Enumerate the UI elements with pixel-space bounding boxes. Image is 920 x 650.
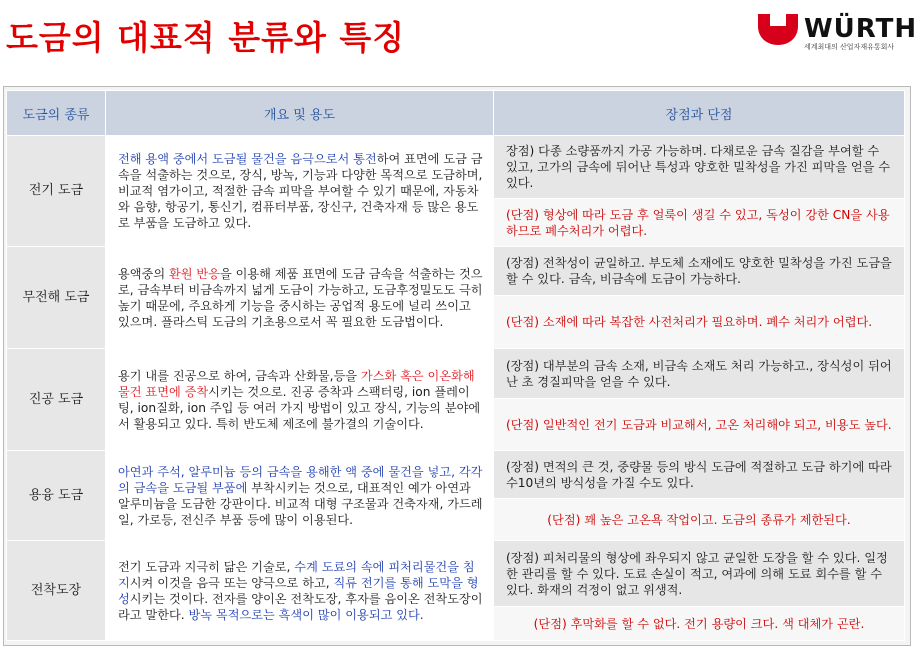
overview-text: 용액중의 xyxy=(118,266,169,281)
plating-table xyxy=(6,90,905,641)
overview-cell xyxy=(106,247,494,349)
disadvantage-cell: (단점) 꽤 높은 고온욕 작업이고. 도금의 종류가 제한된다. xyxy=(494,499,905,541)
advantage-cell: (장점) 전착성이 균일하고. 부도체 소재에도 양호한 밀착성을 가진 도금을 할 수 있다. 금속, 비금속에 도금이 가능하다. xyxy=(494,247,905,296)
disadvantage-cell: (단점) 형상에 따라 도금 후 얼룩이 생길 수 있고, 독성이 강한 CN을 사용하므로 폐수처리가 어렵다. xyxy=(494,199,905,247)
type-cell: 용융 도금 xyxy=(7,451,106,541)
highlight-text: 수계 도료의 속에 피처리물건을 침지 xyxy=(118,559,475,590)
wurth-logo-icon xyxy=(756,12,800,46)
type-cell: 무전해 도금 xyxy=(7,247,106,349)
overview-text: 을 이용해 제품 표면에 도금 금속을 석출하는 것으로, 금속부터 비금속까지 넓게 도금이 가능하고, 도금후정밀도도 극히 높기 때문에, 주요하게 기능을 중시하는 공업적 용도에 널리 쓰이고 있으며. 플라스틱 도금의 기초용으로서 꼭 필요한 도금법이다. xyxy=(118,266,483,329)
logo-wordmark: WÜRTH xyxy=(804,14,918,44)
advantage-cell: 장점) 다종 소량품까지 가공 가능하며. 다채로운 금속 질감을 부여할 수 있고, 고가의 금속에 뒤어난 특성과 양호한 밀착성을 가진 피막을 얻을 수 있다. xyxy=(494,136,905,199)
overview-text: 부착시키는 것으로, 대표적인 예가 아연과 알루미늄을 도금한 강판이다. 비교적 대형 구조물과 건축자재, 가드레일, 가로등, 전신주 부품 등에 많이 이용된다. xyxy=(118,480,483,527)
table-row xyxy=(7,349,905,399)
overview-text: 용기 내를 진공으로 하여, 금속과 산화물,등을 xyxy=(118,368,361,383)
highlight-text: 가스화 혹은 이온화해 물건 표면에 증착 xyxy=(118,368,475,399)
table-row xyxy=(7,247,905,296)
disadvantage-cell: (단점) 일반적인 전기 도금과 비교해서, 고온 처리해야 되고, 비용도 높다. xyxy=(494,399,905,451)
advantage-cell: (장점) 피처리물의 형상에 좌우되지 않고 균일한 도장을 할 수 있다. 일정한 관리를 할 수 있다. 도료 손실이 적고, 여과에 의해 도료 회수를 할 수 있다. 화재의 걱정이 없고 위생적. xyxy=(494,541,905,607)
overview-text: 전기 도금과 지극히 닮은 기술로, xyxy=(118,559,295,574)
type-cell: 전착도장 xyxy=(7,541,106,641)
overview-cell xyxy=(106,451,494,541)
overview-cell xyxy=(106,349,494,451)
highlight-text: 전해 용액 중에서 도금될 물건을 음극으로서 통전 xyxy=(118,152,377,166)
logo-tagline: 세계최대의 산업자재유통회사 xyxy=(804,43,895,51)
table-row xyxy=(7,541,905,607)
overview-text: 시키는 것이다. 전자를 양이온 전착도장, 후자를 음이온 전착도장이라고 말한다. xyxy=(118,591,483,622)
highlight-text: 방녹 목적으로는 흑색이 많이 이용되고 있다. xyxy=(188,607,424,622)
highlight-text: 직류 전기를 통해 도막을 형성 xyxy=(118,575,479,606)
table-row xyxy=(7,451,905,499)
overview-text: 하여 표면에 도금 금속을 석출하는 것으로, 장식, 방녹, 기능과 다양한 목적으로 도금하며, 비교적 염가이고, 적절한 금속 피막을 부여할 수 있기 때문에, 자동차와 음향, 항공기, 통신기, 컴퓨터부품, 장신구, 건축자재 등 많은 용도로 부품을 도금하고 있다. xyxy=(118,152,483,230)
highlight-text: 환원 반응 xyxy=(168,266,220,281)
type-cell: 전기 도금 xyxy=(7,136,106,247)
page-title: 도금의 대표적 분류와 특징 xyxy=(6,18,406,57)
header-overview: 개요 및 용도 xyxy=(106,91,494,136)
advantage-cell: (장점) 면적의 큰 것, 중량물 등의 방식 도금에 적절하고 도금 하기에 따라 수10년의 방식성을 가질 수도 있다. xyxy=(494,451,905,499)
highlight-text: 아연과 주석, 알루미늄 등의 금속을 용해한 액 중에 물건을 넣고, 각각의 금속을 도금될 부품에 xyxy=(118,464,483,495)
table-header-row xyxy=(7,91,905,136)
header-pros-cons: 장점과 단점 xyxy=(494,91,905,136)
overview-cell xyxy=(106,541,494,641)
wurth-logo xyxy=(756,12,916,52)
disadvantage-cell: (단점) 후막화를 할 수 없다. 전기 용량이 크다. 색 대체가 곤란. xyxy=(494,607,905,641)
header-type: 도금의 종류 xyxy=(7,91,106,136)
overview-cell xyxy=(106,136,494,247)
disadvantage-cell: (단점) 소재에 따라 복잡한 사전처리가 필요하며. 폐수 처리가 어렵다. xyxy=(494,296,905,349)
overview-text: 시키는 것으로. 진공 증착과 스팩터링, ion 플레이팅, ion질화, ion 주입 등 여러 가지 방법이 있고 장식, 기능의 분야에서 활용되고 있다. 특히 반도체 제조에 불가결의 기술이다. xyxy=(118,384,481,431)
table-row xyxy=(7,136,905,199)
advantage-cell: (장점) 대부분의 금속 소재, 비금속 소재도 처리 가능하고., 장식성이 뒤어난 초 경질피막을 얻을 수 있다. xyxy=(494,349,905,399)
overview-text: 시켜 이것을 음극 또는 양극으로 하고, xyxy=(129,575,334,590)
type-cell: 진공 도금 xyxy=(7,349,106,451)
